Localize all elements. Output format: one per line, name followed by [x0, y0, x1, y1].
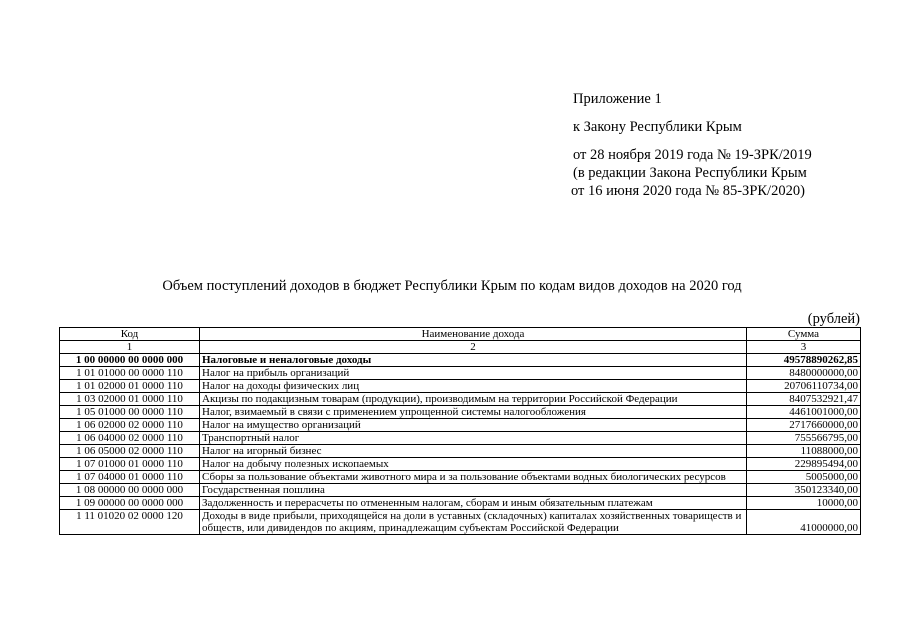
row-name: Налоговые и неналоговые доходы — [200, 354, 747, 367]
row-code: 1 03 02000 01 0000 110 — [60, 393, 200, 406]
table-row — [60, 510, 861, 535]
row-name: Доходы в виде прибыли, приходящейся на доли в уставных (складочных) капиталах хозяйственных товариществ и обществ, или дивидендов по акциям, принадлежащим субъектам Российской Федерации — [200, 510, 747, 535]
row-name: Задолженность и перерасчеты по отмененным налогам, сборам и иным обязательным платежам — [200, 497, 747, 510]
row-code: 1 09 00000 00 0000 000 — [60, 497, 200, 510]
row-name: Налог, взимаемый в связи с применением упрощенной системы налогообложения — [200, 406, 747, 419]
table-row — [60, 354, 861, 367]
table-row — [60, 393, 861, 406]
document-title: Объем поступлений доходов в бюджет Республики Крым по кодам видов доходов на 2020 год — [162, 278, 742, 294]
table-row — [60, 471, 861, 484]
table-row — [60, 419, 861, 432]
row-code: 1 07 04000 01 0000 110 — [60, 471, 200, 484]
row-sum: 229895494,00 — [747, 458, 861, 471]
row-name: Государственная пошлина — [200, 484, 747, 497]
row-name: Акцизы по подакцизным товарам (продукции), производимым на территории Российской Федерации — [200, 393, 747, 406]
row-code: 1 08 00000 00 0000 000 — [60, 484, 200, 497]
table-row — [60, 406, 861, 419]
row-sum: 49578890262,85 — [747, 354, 861, 367]
table-row — [60, 497, 861, 510]
column-number-row — [60, 341, 861, 354]
table-row — [60, 380, 861, 393]
row-code: 1 05 01000 00 0000 110 — [60, 406, 200, 419]
appendix-header — [573, 90, 893, 200]
row-name: Транспортный налог — [200, 432, 747, 445]
header-code: Код — [60, 328, 200, 341]
row-code: 1 07 01000 01 0000 110 — [60, 458, 200, 471]
table-row — [60, 432, 861, 445]
row-sum: 5005000,00 — [747, 471, 861, 484]
row-sum: 11088000,00 — [747, 445, 861, 458]
row-sum: 20706110734,00 — [747, 380, 861, 393]
row-name: Сборы за пользование объектами животного мира и за пользование объектами водных биологических ресурсов — [200, 471, 747, 484]
row-code: 1 06 04000 02 0000 110 — [60, 432, 200, 445]
appendix-line-2: к Закону Республики Крым — [573, 119, 742, 135]
row-code: 1 06 05000 02 0000 110 — [60, 445, 200, 458]
row-name: Налог на доходы физических лиц — [200, 380, 747, 393]
row-name: Налог на добычу полезных ископаемых — [200, 458, 747, 471]
row-name: Налог на прибыль организаций — [200, 367, 747, 380]
appendix-line-4: (в редакции Закона Республики Крым — [573, 165, 807, 181]
row-sum: 350123340,00 — [747, 484, 861, 497]
row-sum: 10000,00 — [747, 497, 861, 510]
table-row — [60, 367, 861, 380]
table-row — [60, 458, 861, 471]
revenue-table — [59, 327, 861, 535]
column-number-2: 2 — [200, 341, 747, 354]
column-number-1: 1 — [60, 341, 200, 354]
table-row — [60, 484, 861, 497]
units-label: (рублей) — [807, 311, 860, 327]
row-code: 1 06 02000 02 0000 110 — [60, 419, 200, 432]
row-sum: 8480000000,00 — [747, 367, 861, 380]
row-code: 1 00 00000 00 0000 000 — [60, 354, 200, 367]
row-sum: 8407532921,47 — [747, 393, 861, 406]
table-row — [60, 445, 861, 458]
row-sum: 755566795,00 — [747, 432, 861, 445]
appendix-line-3: от 28 ноября 2019 года № 19-ЗРК/2019 — [573, 147, 812, 163]
header-name: Наименование дохода — [200, 328, 747, 341]
appendix-line-5: от 16 июня 2020 года № 85-ЗРК/2020) — [571, 183, 805, 199]
appendix-line-1: Приложение 1 — [573, 91, 662, 107]
row-code: 1 01 02000 01 0000 110 — [60, 380, 200, 393]
row-code: 1 01 01000 00 0000 110 — [60, 367, 200, 380]
row-name: Налог на игорный бизнес — [200, 445, 747, 458]
header-sum: Сумма — [747, 328, 861, 341]
row-sum: 4461001000,00 — [747, 406, 861, 419]
row-sum: 2717660000,00 — [747, 419, 861, 432]
row-name: Налог на имущество организаций — [200, 419, 747, 432]
row-sum: 41000000,00 — [747, 510, 861, 535]
column-number-3: 3 — [747, 341, 861, 354]
table-header-row — [60, 328, 861, 341]
row-code: 1 11 01020 02 0000 120 — [60, 510, 200, 535]
